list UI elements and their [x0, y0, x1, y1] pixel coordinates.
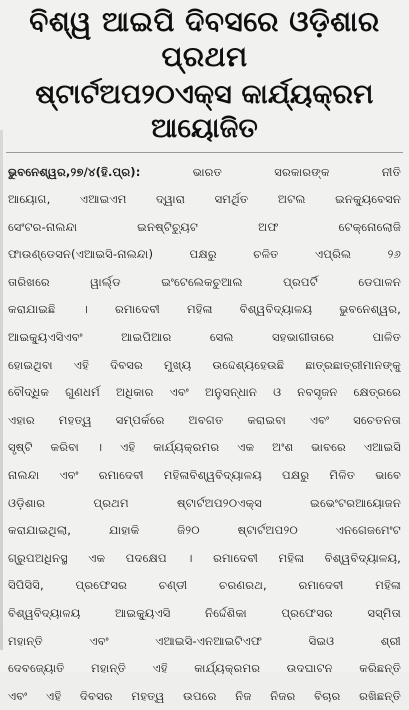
page-edge-shadow: [0, 130, 3, 650]
article-line: [8, 159, 401, 187]
dateline: ଭୁବନେଶ୍ୱର,୨୭/୪(ହି.ପ୍ର):: [8, 165, 141, 179]
article-line: ବିଶ୍ୱବିଦ୍ୟାଳୟ ଆଇକ୍ୟୁଏସି ନିର୍ଦ୍ଦେଶିକା ପ୍ରଫେସର ସସ୍ମିତା: [8, 600, 401, 628]
article-line: ନାଲନ୍ଦା ଏବଂ ରମାଦେବୀ ମହିଳାବିଶ୍ୱବିଦ୍ୟାଳୟ ପକ୍ଷରୁ ମିଳିତ ଭାବେ: [8, 462, 401, 490]
article-line: ଦେବଜ୍ୟୋତି ମହାନ୍ତି ଏହି କାର୍ଯ୍ୟକ୍ରମର ଉଦଘାଟନ କରିଛନ୍ତି: [8, 655, 401, 683]
article-line: ଫାଉଣ୍ଡେସନ(ଏଆଇସି-ନାଲନ୍ଦା) ପକ୍ଷରୁ ଚଳିତ ଏପ୍ରିଲ ୨୬: [8, 241, 401, 269]
article-line: ସେଂଟର-ନାଲନ୍ଦା ଇନଷ୍ଟିଚ୍ୟୁଟ ଅଫ ଟେକ୍ନୋଲୋଜି: [8, 214, 401, 242]
headline-line-2: ଷ୍ଟାର୍ଟଅପ୨୦ଏକ୍ସ କାର୍ଯ୍ୟକ୍ରମ ଆୟୋଜିତ: [6, 78, 403, 146]
article-line: ହୋଇଥିବା ଏହି ଦିବସର ମୁଖ୍ୟ ଉଦ୍ଦେଶ୍ୟହେଉଛି ଛାତ୍ରଛାତ୍ରୀମାନଙ୍କୁ: [8, 352, 401, 380]
article-line: ମହାନ୍ତି ଏବଂ ଏଆଇସି-ଏନଆଇଟିଏଫ ସିଇଓ ଶ୍ରୀ: [8, 628, 401, 656]
article-line: ସୃଷ୍ଟି କରିବା । ଏହି କାର୍ଯ୍ୟକ୍ରମର ଏକ ଅଂଶ ଭାବରେ ଏଆଇସି: [8, 434, 401, 462]
headline: [0, 0, 409, 146]
article-line: କରାଯାଇଥିଲା, ଯାହାକି ଜି୨୦ ଷ୍ଟାର୍ଟଅପ୨୦ ଏନଗେଜମେଂଟ: [8, 517, 401, 545]
headline-line-1: ବିଶ୍ୱ ଆଇପି ଦିବସରେ ଓଡ଼ିଶାର ପ୍ରଥମ: [6, 4, 403, 74]
article-line: ତାରିଖରେ ୱାର୍ଲ୍ଡ ଇଂଟେଲେକଚୁଆଲ ପ୍ରପର୍ଟି ଡେପାଳନ: [8, 269, 401, 297]
article-line: ସିପିସିସି, ପ୍ରଫେସର ଚଣ୍ଡୀ ଚରଣରଥ, ରମାଦେବୀ ମହିଳା: [8, 572, 401, 600]
article-line: ଏବଂ ଏହି ଦିବସର ମହତ୍ୱ ଉପରେ ନିଜ ନିଜର ବିଚାର ରଖିଛନ୍ତି: [8, 683, 401, 710]
article-line: ଆୟୋଗ, ଏଆଇଏମ ଦ୍ୱାରା ସମର୍ଥିତ ଅଟଲ ଇନକ୍ୟୁବେସନ: [8, 186, 401, 214]
article-line-text: ଭାରତ ସରକାରଙ୍କ ନୀତି: [193, 165, 401, 179]
article-line: କରାଯାଇଛି । ରମାଦେବୀ ମହିଳା ବିଶ୍ୱବିଦ୍ୟାଳୟ ଭୁବନେଶ୍ୱର,: [8, 296, 401, 324]
article-line: ଗ୍ରୁପଅଧିନସ୍ଥ ଏକ ପଦକ୍ଷେପ । ରମାଦେବୀ ମହିଳା ବିଶ୍ୱବିଦ୍ୟାଳୟ,: [8, 545, 401, 573]
article-line: ଆଇକ୍ୟୁଏସିଏବଂ ଆଇପିଆର ସେଲ ସହଭାଗୀତାରେ ପାଳିତ: [8, 324, 401, 352]
article-line: ଓଡ଼ିଶାର ପ୍ରଥମ ଷ୍ଟାର୍ଟଅପ୨୦ଏକ୍ସ ଇଭେଂଟରଆୟୋଜନ: [8, 490, 401, 518]
article-body: [0, 153, 409, 710]
article-line: ଏହାର ମହତ୍ୱ ସମ୍ପର୍କରେ ଅବଗତ କରାଇବା ଏବଂ ସଚେତନତା: [8, 407, 401, 435]
article-line: ବୌଦ୍ଧିକ ଗୁଣଧର୍ମ ଅଧିକାର ଏବଂ ଅନୁସନ୍ଧାନ ଓ ନବସୃଜନ କ୍ଷେତ୍ରରେ: [8, 379, 401, 407]
